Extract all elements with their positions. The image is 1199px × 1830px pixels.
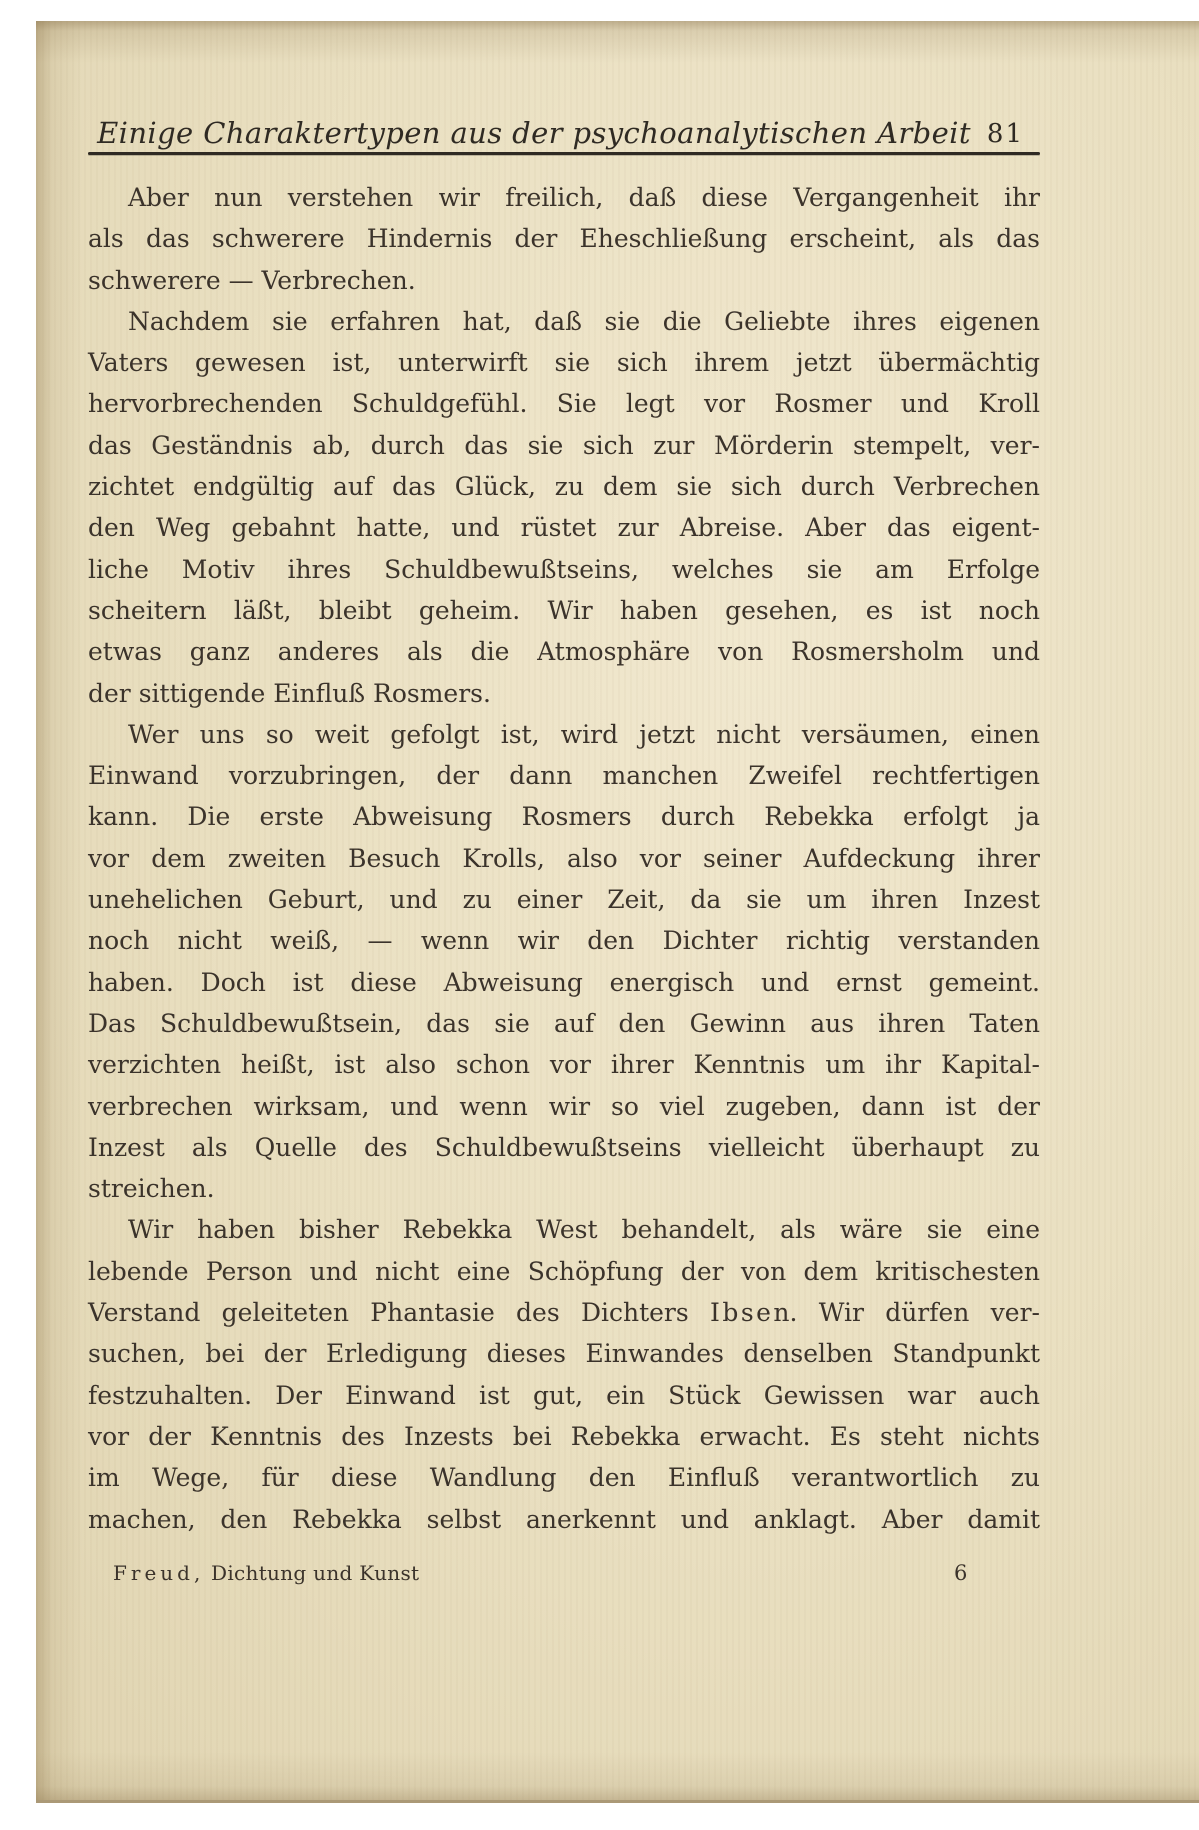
text-line: Aber nun verstehen wir freilich, daß diese Vergangenheit ihr [128,183,1040,212]
text-line: zichtet endgültig auf das Glück, zu dem sie sich durch Verbrechen [88,472,1040,502]
text-line: Verstand geleiteten Phantasie des Dichters I b s e n. Wir dürfen ver- [88,1298,1040,1328]
text-line: Vaters gewesen ist, unterwirft sie sich ihrem jetzt übermächtig [88,348,1040,378]
text-line: verbrechen wirksam, und wenn wir so viel zugeben, dann ist der [88,1091,1040,1121]
text-line: streichen. [88,1174,215,1204]
text-line: vor dem zweiten Besuch Krolls, also vor seiner Aufdeckung ihrer [88,843,1040,873]
text-line: hervorbrechenden Schuldgefühl. Sie legt vor Rosmer und Kroll [88,389,1040,419]
paragraph [88,1209,1040,1539]
body-text [88,177,1040,1540]
text-line: als das schwerere Hindernis der Eheschließung erscheint, als das [88,224,1040,254]
text-line: festzuhalten. Der Einwand ist gut, ein Stück Gewissen war auch [88,1380,1040,1410]
book-page [36,21,1199,1803]
text-line: liche Motiv ihres Schuldbewußtseins, welches sie am Erfolge [88,554,1040,584]
text-line: im Wege, für diese Wandlung den Einfluß verantwortlich zu [88,1463,1040,1493]
page-number: 81 [986,119,1024,149]
text-line: etwas ganz anderes als die Atmosphäre von Rosmersholm und [88,637,1040,667]
text-line: schwerere — Verbrechen. [88,265,416,295]
text-line: den Weg gebahnt hatte, und rüstet zur Abreise. Aber das eigent- [88,513,1040,543]
text-line: vor der Kenntnis des Inzests bei Rebekka erwacht. Es steht nichts [88,1421,1040,1451]
text-line: noch nicht weiß, — wenn wir den Dichter richtig verstanden [88,926,1040,956]
text-line: verzichten heißt, ist also schon vor ihrer Kenntnis um ihr Kapital- [88,1050,1040,1080]
paragraph [88,714,1040,1210]
text-line: kann. Die erste Abweisung Rosmers durch Rebekka erfolgt ja [88,802,1040,832]
paragraph [88,177,1040,301]
text-line: Das Schuldbewußtsein, das sie auf den Gewinn aus ihren Taten [88,1008,1040,1038]
signature-number: 6 [954,1561,968,1585]
footer-imprint [113,1558,419,1588]
text-line: scheitern läßt, bleibt geheim. Wir haben gesehen, es ist noch [88,595,1040,625]
page-footer [88,1558,1040,1588]
text-line: Inzest als Quelle des Schuldbewußtseins vielleicht überhaupt zu [88,1132,1040,1162]
text-line: Wir haben bisher Rebekka West behandelt, als wäre sie eine [128,1215,1040,1245]
imprint-author: Freud, [113,1561,205,1585]
text-line: lebende Person und nicht eine Schöpfung der von dem kritischesten [88,1256,1040,1286]
text-line: Wer uns so weit gefolgt ist, wird jetzt nicht versäumen, einen [128,719,1040,749]
text-line: suchen, bei der Erledigung dieses Einwandes denselben Standpunkt [88,1339,1040,1369]
text-line: das Geständnis ab, durch das sie sich zur Mörderin stempelt, ver- [88,430,1040,460]
header-rule [88,152,1040,155]
paragraph [88,301,1040,714]
running-header-title: Einige Charaktertypen aus der psychoanalytischen Arbeit [97,116,971,150]
text-line: der sittigende Einfluß Rosmers. [88,678,491,708]
text-line: haben. Doch ist diese Abweisung energisch und ernst gemeint. [88,967,1040,997]
text-line: Einwand vorzubringen, der dann manchen Zweifel rechtfertigen [88,761,1040,791]
imprint-title: Dichtung und Kunst [204,1561,420,1585]
text-line: unehelichen Geburt, und zu einer Zeit, da sie um ihren Inzest [88,885,1040,915]
text-line: Nachdem sie erfahren hat, daß sie die Geliebte ihres eigenen [128,306,1040,336]
text-line: machen, den Rebekka selbst anerkennt und anklagt. Aber damit [88,1504,1040,1534]
running-header [88,116,1040,150]
